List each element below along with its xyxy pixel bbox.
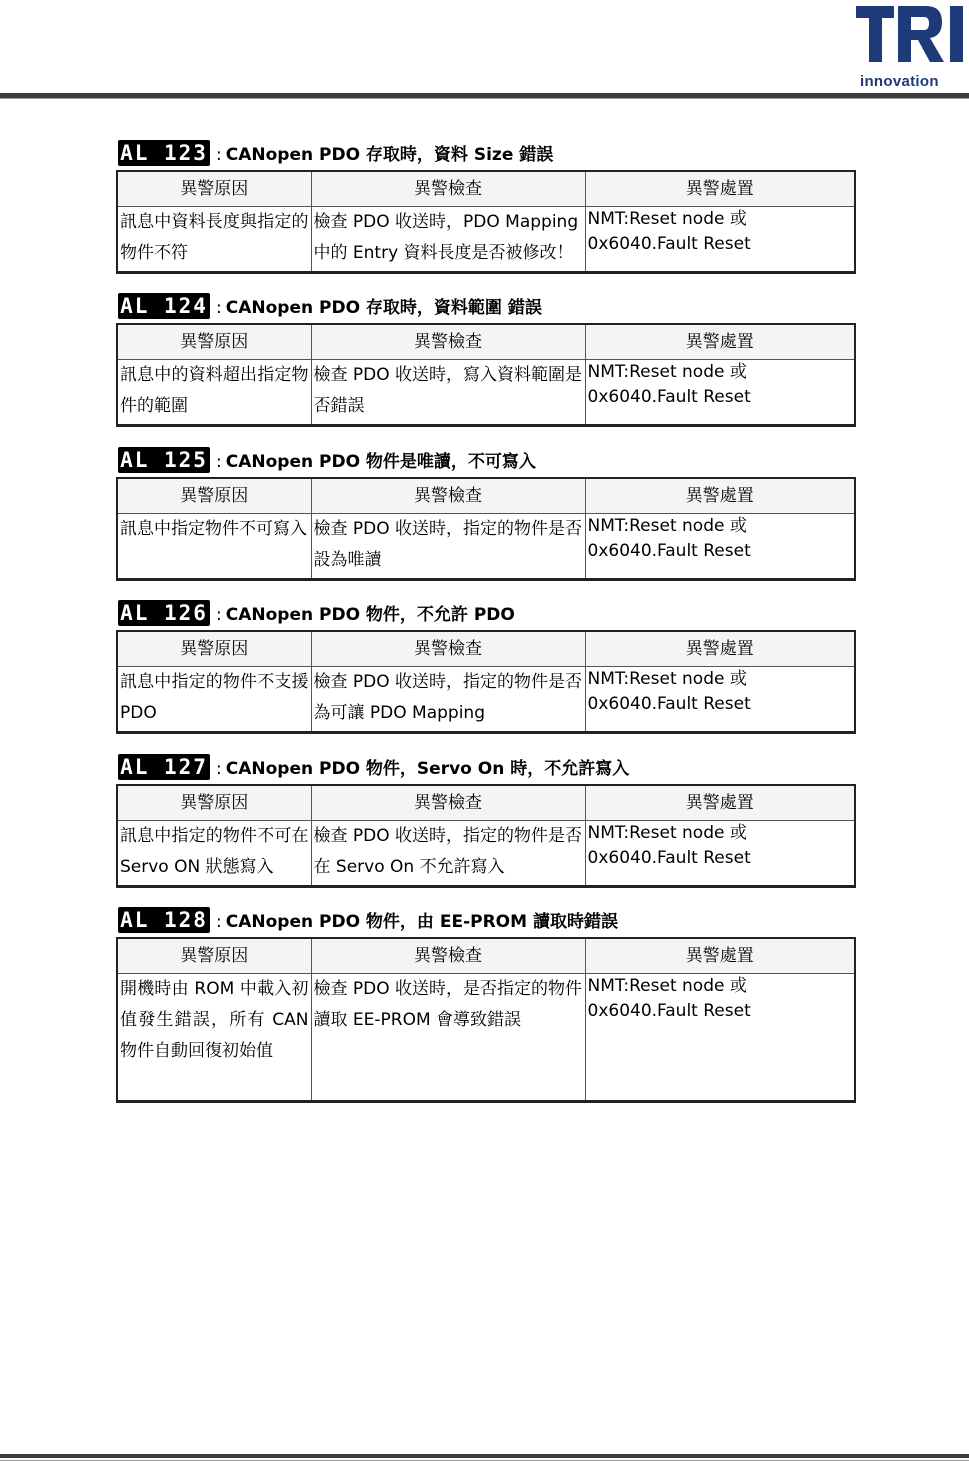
header-action: 異警處置 <box>585 785 855 821</box>
action-cell: NMT:Reset node 或 0x6040.Fault Reset <box>585 667 855 733</box>
header-cause: 異警原因 <box>117 324 311 360</box>
action-cell: NMT:Reset node 或 0x6040.Fault Reset <box>585 514 855 580</box>
alarm-title: : CANopen PDO 物件，Servo On 時，不允許寫入 <box>216 759 630 779</box>
alarm-table <box>116 630 856 734</box>
action-cell: NMT:Reset node 或 0x6040.Fault Reset <box>585 207 855 273</box>
header-cause: 異警原因 <box>117 938 311 974</box>
check-cell: 檢查 PDO 收送時，指定的物件是否在 Servo On 不允許寫入 <box>311 821 585 887</box>
header-action: 異警處置 <box>585 171 855 207</box>
cause-cell: 訊息中指定物件不可寫入 <box>117 514 311 580</box>
alarm-title-row <box>116 600 854 630</box>
alarm-table <box>116 477 856 581</box>
alarm-title: : CANopen PDO 存取時，資料 Size 錯誤 <box>216 145 554 165</box>
alarm-section-al124 <box>116 293 854 427</box>
alarm-code-badge: AL 123 <box>118 140 210 166</box>
alarm-code-badge: AL 128 <box>118 907 210 933</box>
header-action: 異警處置 <box>585 631 855 667</box>
alarm-table <box>116 323 856 427</box>
alarm-code-badge: AL 126 <box>118 600 210 626</box>
header-cause: 異警原因 <box>117 785 311 821</box>
company-logo <box>856 4 968 90</box>
alarm-title-row <box>116 447 854 477</box>
action-cell: NMT:Reset node 或 0x6040.Fault Reset <box>585 821 855 887</box>
alarm-title: : CANopen PDO 物件，不允許 PDO <box>216 605 515 625</box>
alarm-section-al123 <box>116 140 854 274</box>
header-check: 異警檢查 <box>311 631 585 667</box>
alarm-title: : CANopen PDO 物件，由 EE-PROM 讀取時錯誤 <box>216 912 618 932</box>
logo-text: innovation <box>860 73 939 90</box>
check-cell: 檢查 PDO 收送時，是否指定的物件讀取 EE-PROM 會導致錯誤 <box>311 974 585 1102</box>
alarm-table <box>116 784 856 888</box>
alarm-table <box>116 170 856 274</box>
alarm-section-al128 <box>116 907 854 1103</box>
header-cause: 異警原因 <box>117 171 311 207</box>
alarm-title: : CANopen PDO 存取時，資料範圍 錯誤 <box>216 298 542 318</box>
cause-cell: 訊息中指定的物件不可在 Servo ON 狀態寫入 <box>117 821 311 887</box>
header-action: 異警處置 <box>585 478 855 514</box>
check-cell: 檢查 PDO 收送時，寫入資料範圍是否錯誤 <box>311 360 585 426</box>
header-check: 異警檢查 <box>311 324 585 360</box>
alarm-title-row <box>116 140 854 170</box>
action-cell: NMT:Reset node 或 0x6040.Fault Reset <box>585 360 855 426</box>
alarm-section-al126 <box>116 600 854 734</box>
alarm-title: : CANopen PDO 物件是唯讀，不可寫入 <box>216 452 536 472</box>
alarm-section-al125 <box>116 447 854 581</box>
check-cell: 檢查 PDO 收送時，PDO Mapping 中的 Entry 資料長度是否被修改！ <box>311 207 585 273</box>
cause-cell: 開機時由 ROM 中載入初值發生錯誤，所有 CAN 物件自動回復初始值 <box>117 974 311 1102</box>
alarm-title-row <box>116 907 854 937</box>
cause-cell: 訊息中指定的物件不支援 PDO <box>117 667 311 733</box>
alarm-code-badge: AL 127 <box>118 754 210 780</box>
check-cell: 檢查 PDO 收送時，指定的物件是否為可讓 PDO Mapping <box>311 667 585 733</box>
action-cell: NMT:Reset node 或 0x6040.Fault Reset <box>585 974 855 1102</box>
alarm-title-row <box>116 293 854 323</box>
header-action: 異警處置 <box>585 324 855 360</box>
cause-cell: 訊息中資料長度與指定的物件不符 <box>117 207 311 273</box>
header-action: 異警處置 <box>585 938 855 974</box>
header-check: 異警檢查 <box>311 171 585 207</box>
footer-rule <box>0 1454 969 1458</box>
footer-rule-thin <box>0 1460 969 1461</box>
check-cell: 檢查 PDO 收送時，指定的物件是否設為唯讀 <box>311 514 585 580</box>
cause-cell: 訊息中的資料超出指定物件的範圍 <box>117 360 311 426</box>
alarm-title-row <box>116 754 854 784</box>
alarm-table <box>116 937 856 1103</box>
header-cause: 異警原因 <box>117 478 311 514</box>
header-rule-thin <box>0 98 969 99</box>
alarm-code-badge: AL 124 <box>118 293 210 319</box>
header-check: 異警檢查 <box>311 785 585 821</box>
header-check: 異警檢查 <box>311 938 585 974</box>
header-cause: 異警原因 <box>117 631 311 667</box>
header-check: 異警檢查 <box>311 478 585 514</box>
alarm-code-badge: AL 125 <box>118 447 210 473</box>
tri-logo-mark <box>856 4 968 74</box>
alarm-section-al127 <box>116 754 854 888</box>
